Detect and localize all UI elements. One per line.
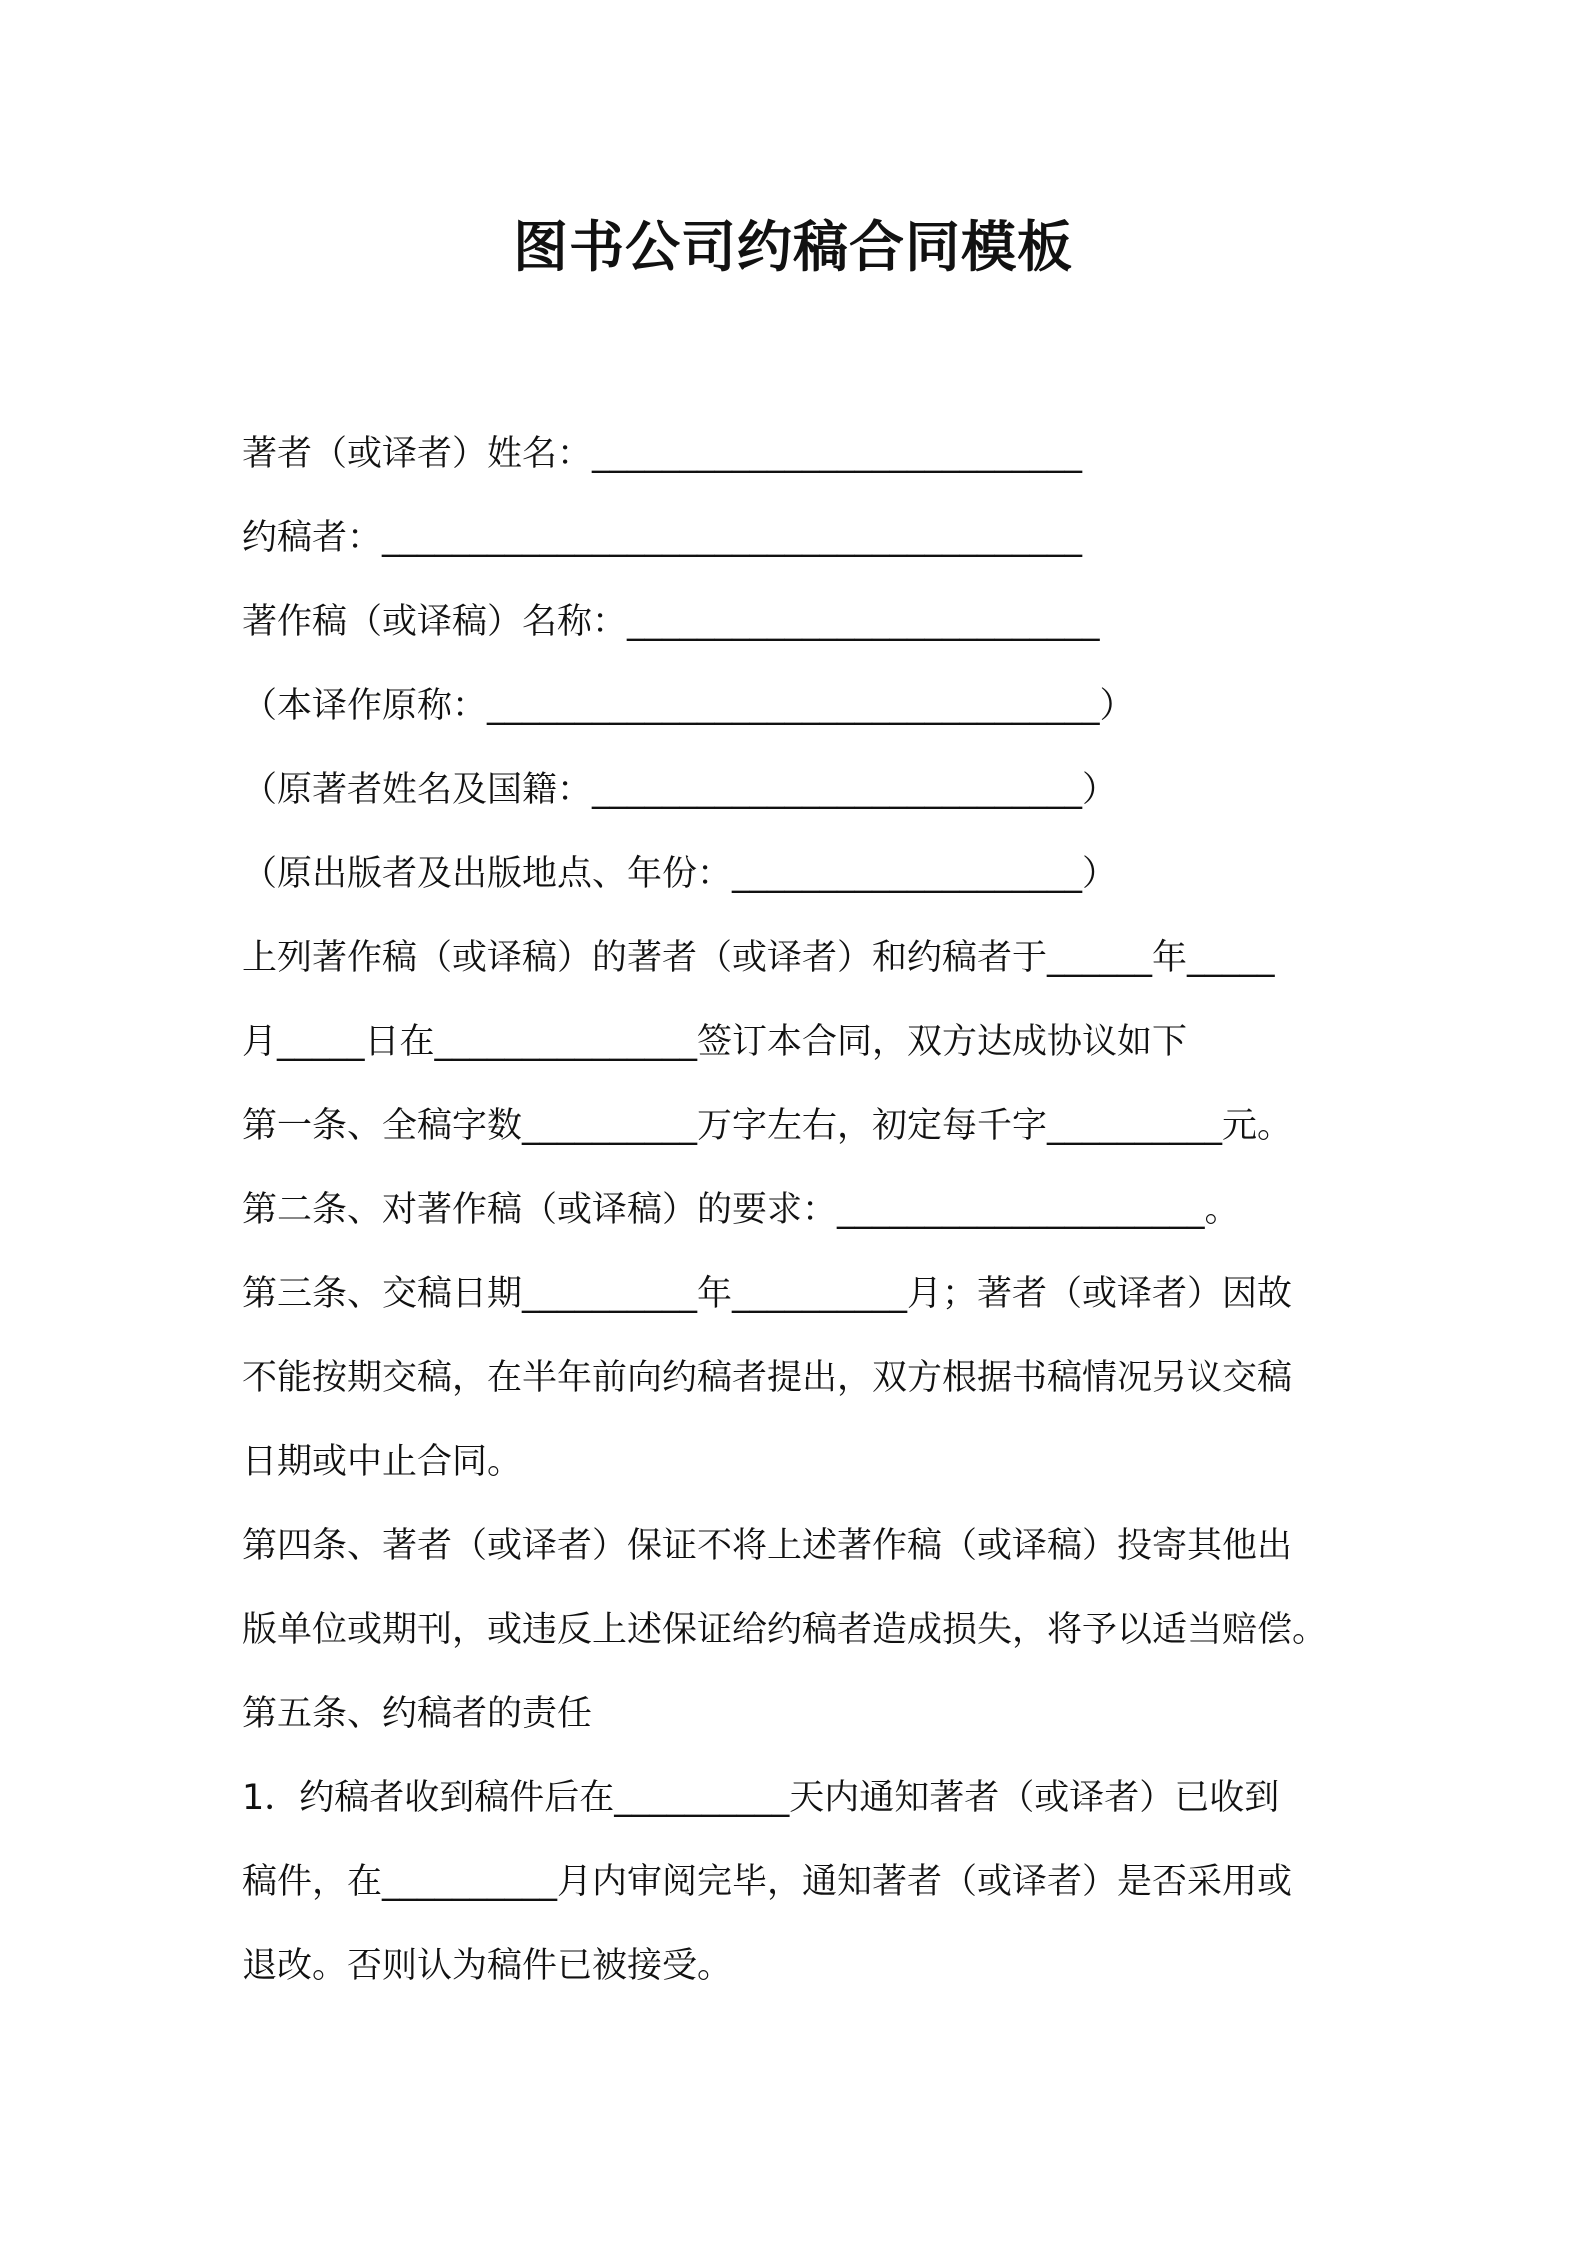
preamble-line-1: 上列著作稿（或译稿）的著者（或译者）和约稿者于______年_____ — [242, 938, 1275, 978]
field-author-name: 著者（或译者）姓名：____________________________ — [242, 434, 1083, 474]
field-original-title: （本译作原称：___________________________________） — [242, 686, 1135, 726]
document-title: 图书公司约稿合同模板 — [512, 215, 1073, 279]
preamble-line-2: 月_____日在_______________签订本合同，双方达成协议如下 — [242, 1022, 1188, 1062]
article-2: 第二条、对著作稿（或译稿）的要求：_____________________。 — [242, 1190, 1240, 1230]
article-4-line-2: 版单位或期刊，或违反上述保证给约稿者造成损失，将予以适当赔偿。 — [242, 1610, 1328, 1650]
article-5-item-1-line-3: 退改。否则认为稿件已被接受。 — [242, 1946, 733, 1986]
article-4-line-1: 第四条、著者（或译者）保证不将上述著作稿（或译稿）投寄其他出 — [242, 1526, 1293, 1566]
field-original-publisher: （原出版者及出版地点、年份：____________________） — [242, 854, 1118, 894]
document-body — [242, 412, 1372, 2008]
article-5-item-1-line-1: 1．约稿者收到稿件后在__________天内通知著者（或译者）已收到 — [242, 1778, 1280, 1818]
article-5-heading: 第五条、约稿者的责任 — [242, 1694, 593, 1734]
article-1: 第一条、全稿字数__________万字左右，初定每千字__________元。 — [242, 1106, 1293, 1146]
field-work-title: 著作稿（或译稿）名称：___________________________ — [242, 602, 1100, 642]
field-original-author: （原著者姓名及国籍：____________________________） — [242, 770, 1118, 810]
article-3-line-2: 不能按期交稿，在半年前向约稿者提出，双方根据书稿情况另议交稿 — [242, 1358, 1293, 1398]
article-3-line-3: 日期或中止合同。 — [242, 1442, 523, 1482]
article-5-item-1-line-2: 稿件，在__________月内审阅完毕，通知著者（或译者）是否采用或 — [242, 1862, 1293, 1902]
field-commissioner: 约稿者：________________________________________ — [242, 518, 1083, 558]
article-3-line-1: 第三条、交稿日期__________年__________月；著者（或译者）因故 — [242, 1274, 1293, 1314]
